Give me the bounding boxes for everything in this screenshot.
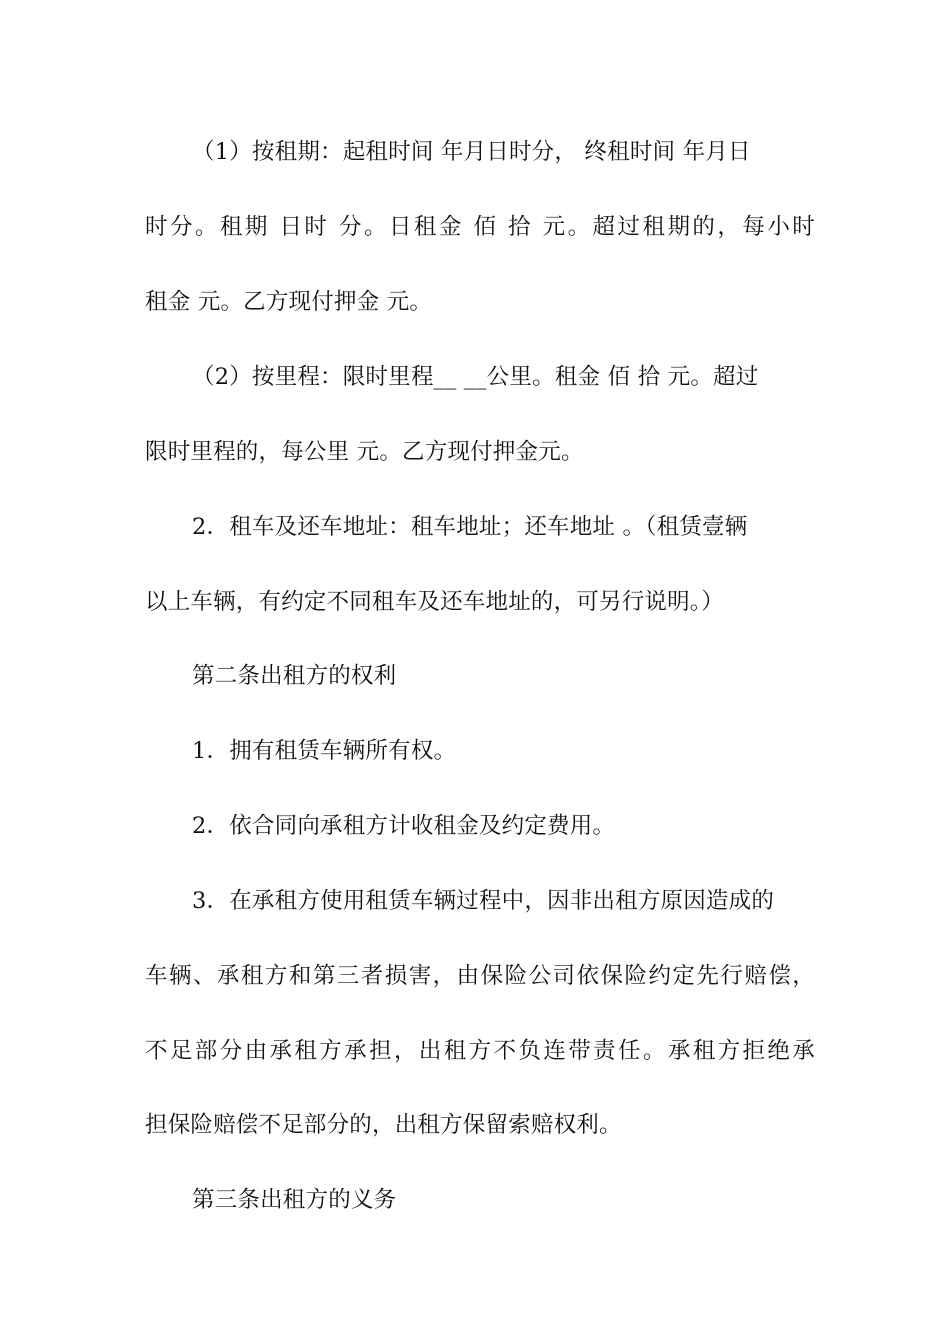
- paragraph-line: 以上车辆，有约定不同租车及还车地址的，可另行说明。）: [145, 589, 724, 615]
- paragraph-line: （1）按租期：起租时间 年月日时分， 终租时间 年月日: [192, 139, 751, 165]
- paragraph-line: 担保险赔偿不足部分的，出租方保留索赔权利。: [145, 1112, 622, 1138]
- paragraph-line: （2）按里程：限时里程__ __公里。租金 佰 拾 元。超过: [192, 364, 759, 390]
- paragraph-line: 限时里程的，每公里 元。乙方现付押金元。: [145, 439, 584, 465]
- section-heading: 第二条出租方的权利: [192, 663, 397, 689]
- list-item: 3．在承租方使用租赁车辆过程中，因非出租方原因造成的: [192, 888, 775, 914]
- list-item: 2．依合同向承租方计收租金及约定费用。: [192, 813, 616, 839]
- list-item: 1．拥有租赁车辆所有权。: [192, 738, 457, 764]
- section-heading: 第三条出租方的义务: [192, 1187, 397, 1213]
- paragraph-line: 车辆、承租方和第三者损害，由保险公司依保险约定先行赔偿，: [145, 963, 815, 989]
- paragraph-line: 不足部分由承租方承担，出租方不负连带责任。承租方拒绝承: [145, 1038, 815, 1064]
- paragraph-line: 时分。租期 日时 分。日租金 佰 拾 元。超过租期的，每小时: [145, 214, 815, 240]
- paragraph-line: 2．租车及还车地址：租车地址；还车地址 。（租赁壹辆: [192, 514, 748, 540]
- paragraph-line: 租金 元。乙方现付押金 元。: [145, 289, 433, 315]
